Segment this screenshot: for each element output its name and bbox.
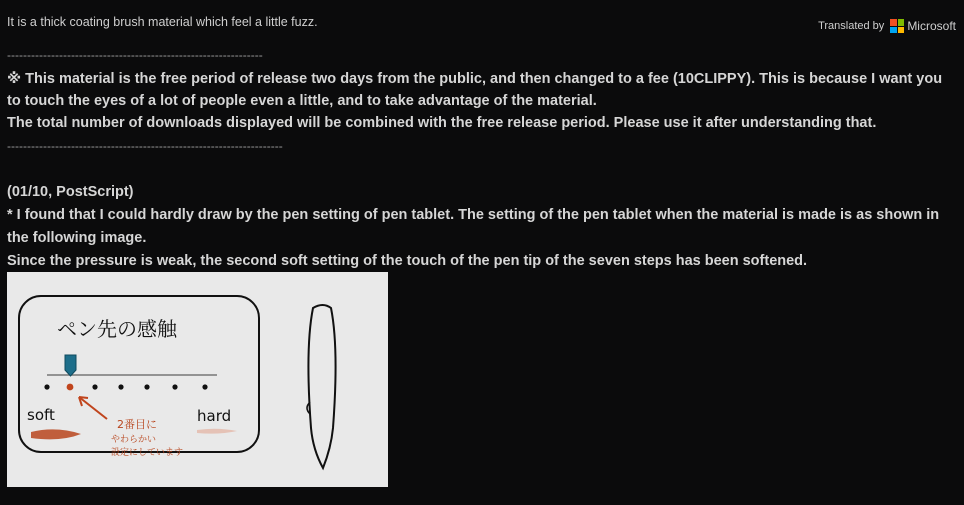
step-dot-selected xyxy=(67,384,74,391)
postscript-heading: (01/10, PostScript) xyxy=(7,184,134,200)
step-dot xyxy=(44,384,49,389)
postscript-line-2: Since the pressure is weak, the second soft setting of the touch of the pen tip of the seven steps has been softened. xyxy=(7,253,808,269)
notice-line-1: ※ This material is the free period of release two days from the public, and then changed to a fee (10CLIPPY). This is because I want you to touch the eyes of a lot of people even a little, and to take advantage of the material. xyxy=(7,71,943,109)
postscript-line-1: * I found that I could hardly draw by the pen setting of pen tablet. The setting of the pen tablet when the material is made is as shown in the following image. xyxy=(7,207,940,246)
separator-top: ---------------------------------------------------------------- xyxy=(7,48,263,62)
step-dot xyxy=(172,384,177,389)
figure-title: ペン先の感触 xyxy=(57,317,177,341)
step-dot xyxy=(144,384,149,389)
slider-handle-icon xyxy=(65,355,76,376)
note-line-2: やわらかい xyxy=(111,435,157,445)
note-line-3: 設定にしています xyxy=(111,448,184,458)
intro-text: It is a thick coating brush material which feel a little fuzz. xyxy=(7,15,318,29)
soft-label: soft xyxy=(27,406,55,424)
microsoft-logo-icon xyxy=(890,19,904,33)
note-line-1: 2番目に xyxy=(117,418,157,431)
notice-line-2: The total number of downloads displayed will be combined with the free release period. Please use it after understanding that. xyxy=(7,115,877,131)
step-dot xyxy=(202,384,207,389)
step-dot xyxy=(92,384,97,389)
soft-stroke-sample xyxy=(31,429,81,439)
step-dot xyxy=(118,384,123,389)
hard-label: hard xyxy=(197,407,232,425)
translated-by-label: Translated by xyxy=(818,20,885,32)
translator-name: Microsoft xyxy=(907,19,956,33)
separator-bottom: --------------------------------------------------------------------- xyxy=(7,139,283,153)
pointer-arrow-icon xyxy=(79,397,107,419)
notice-block xyxy=(7,68,957,134)
translated-by-badge[interactable] xyxy=(818,19,956,33)
hard-stroke-sample xyxy=(197,429,237,434)
postscript-block xyxy=(7,181,957,273)
pen-outline-icon xyxy=(308,305,335,468)
pen-pressure-figure xyxy=(7,272,388,487)
